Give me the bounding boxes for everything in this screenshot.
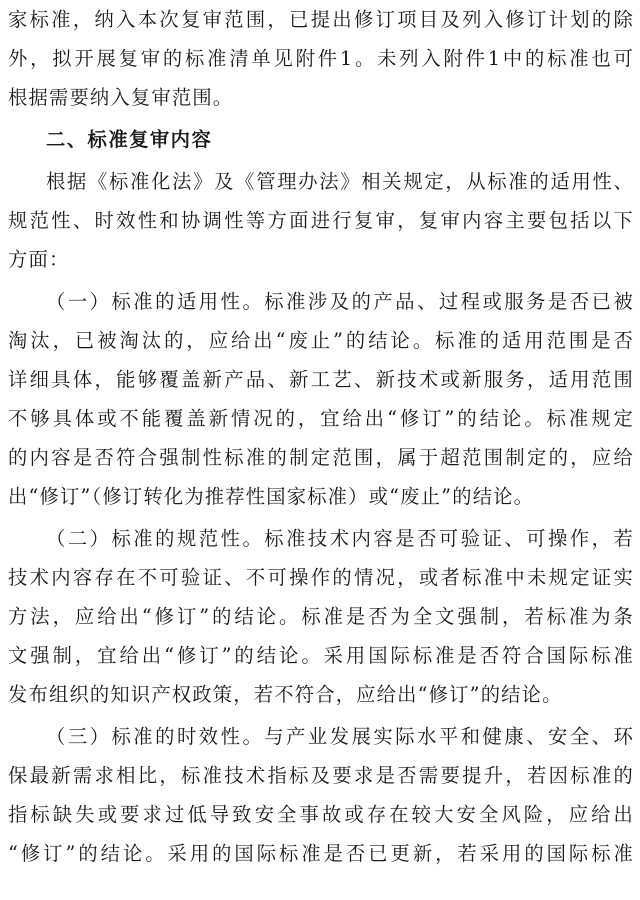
text-line: 的内容是否符合强制性标准的制定范围，属于超范围制定的，应给 bbox=[8, 446, 634, 469]
text-line: 技术内容存在不可验证、不可操作的情况，或者标准中未规定证实 bbox=[8, 566, 634, 589]
text-line: 保最新需求相比，标准技术指标及要求是否需要提升，若因标准的 bbox=[8, 764, 634, 787]
text-line: 根据需要纳入复审范围。 bbox=[8, 86, 234, 109]
text-line: 发布组织的知识产权政策，若不符合，应给出“修订”的结论。 bbox=[8, 683, 563, 706]
paragraph-first-line: （二）标准的规范性。标准技术内容是否可验证、可操作，若 bbox=[46, 527, 634, 550]
paragraph-first-line: 根据《标准化法》及《管理办法》相关规定，从标准的适用性、 bbox=[46, 170, 634, 193]
text-line: “修订”的结论。采用的国际标准是否已更新，若采用的国际标准 bbox=[8, 842, 634, 865]
text-line: 家标准，纳入本次复审范围，已提出修订项目及列入修订计划的除 bbox=[8, 8, 634, 31]
text-line: 详细具体，能够覆盖新产品、新工艺、新技术或新服务，适用范围 bbox=[8, 368, 634, 391]
text-line: 指标缺失或要求过低导致安全事故或存在较大安全风险，应给出 bbox=[8, 803, 634, 826]
text-line: 方面： bbox=[8, 248, 70, 271]
paragraph-first-line: （一）标准的适用性。标准涉及的产品、过程或服务是否已被 bbox=[46, 290, 634, 313]
text-line: 淘汰，已被淘汰的，应给出“废止”的结论。标准的适用范围是否 bbox=[8, 329, 634, 352]
paragraph-first-line: （三）标准的时效性。与产业发展实际水平和健康、安全、环 bbox=[46, 725, 634, 748]
text-line: 外，拟开展复审的标准清单见附件1。未列入附件1中的标准也可 bbox=[8, 47, 634, 70]
text-line: 方法，应给出“修订”的结论。标准是否为全文强制，若标准为条 bbox=[8, 605, 634, 628]
text-line: 出“修订”（修订转化为推荐性国家标准）或“废止”的结论。 bbox=[8, 485, 535, 508]
text-line: 规范性、时效性和协调性等方面进行复审，复审内容主要包括以下 bbox=[8, 209, 634, 232]
text-line: 文强制，宜给出“修订”的结论。采用国际标准是否符合国际标准 bbox=[8, 644, 634, 667]
section-heading: 二、标准复审内容 bbox=[46, 128, 213, 151]
text-line: 不够具体或不能覆盖新情况的，宜给出“修订”的结论。标准规定 bbox=[8, 407, 634, 430]
